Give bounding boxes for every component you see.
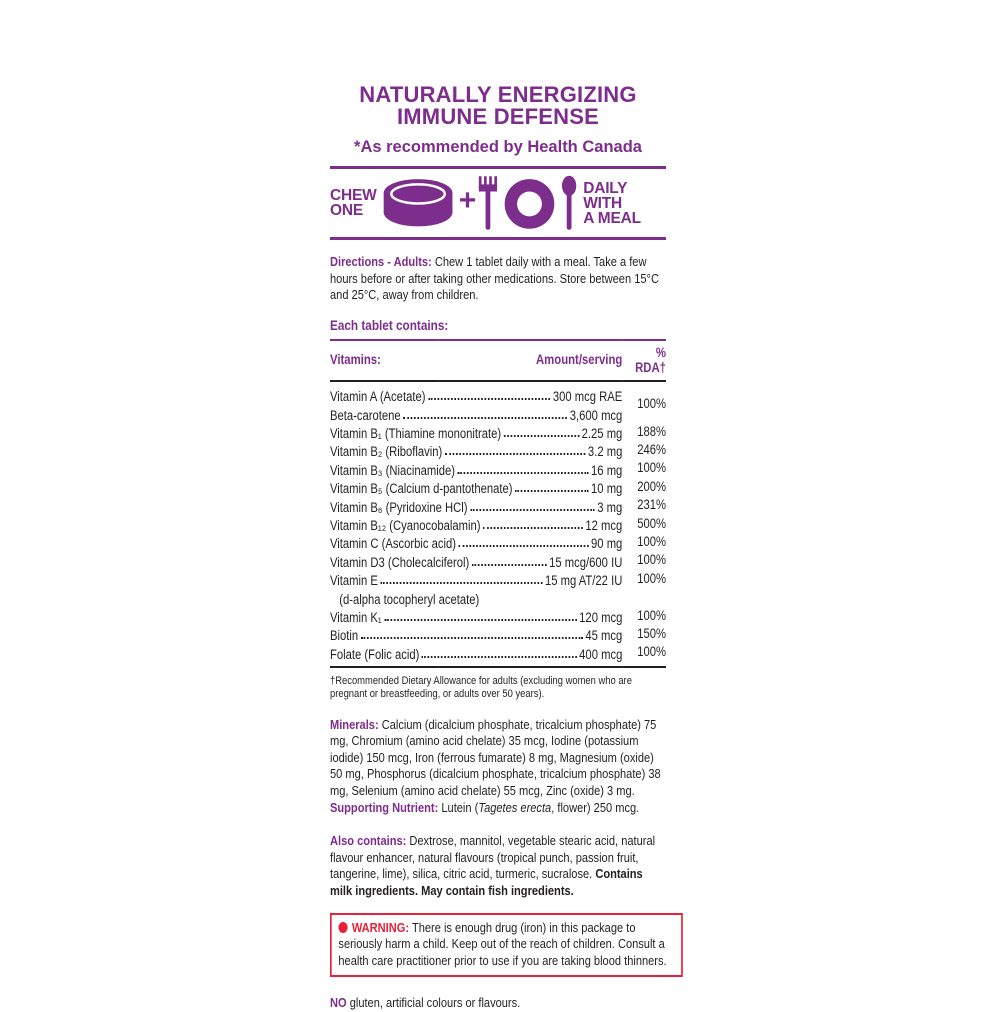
table-row	[330, 570, 666, 588]
table-row	[330, 423, 666, 441]
nutrient-rda: 100%	[637, 644, 666, 660]
dot-leader	[403, 417, 567, 419]
also-contains-paragraph	[330, 833, 666, 899]
nutrient-amount: 2.25 mg	[581, 425, 623, 441]
warning-label: WARNING:	[351, 919, 410, 935]
dot-leader	[445, 453, 586, 455]
supporting-nutrient-species: Tagetes erecta	[478, 799, 552, 815]
chewable-tablet-icon	[377, 176, 459, 230]
table-row	[330, 625, 666, 643]
plus-sign: +	[458, 184, 477, 217]
nutrient-amount: 12 mcg	[585, 517, 623, 533]
directions-paragraph	[330, 254, 666, 304]
nutrient-amount: 10 mg	[591, 481, 623, 497]
also-contains-text: Dextrose, mannitol, vegetable stearic acid, natural flavour enhancer, natural flavours (tropical punch, passion fruit, tangerine, lime), silica, citric acid, turmeric, sucralose.	[330, 833, 656, 882]
chew-one-label	[330, 188, 377, 218]
nutrient-rda: 100%	[637, 534, 666, 549]
nutrient-rda: 100%	[637, 607, 666, 623]
column-header-vitamins: Vitamins:	[330, 340, 438, 381]
nutrient-name: (d-alpha tocopheryl acetate)	[339, 591, 480, 607]
table-row	[330, 441, 666, 459]
no-claims-paragraph	[330, 995, 666, 1012]
table-row	[330, 588, 666, 606]
nutrient-name: Beta-carotene	[330, 407, 401, 423]
nutrient-name: Vitamin A (Acetate)	[330, 389, 426, 405]
nutrient-amount: 16 mg	[591, 462, 623, 478]
rda-footnote: †Recommended Dietary Allowance for adults (excluding women who are pregnant or breastfeeding, or adults over 50 years).	[330, 674, 632, 701]
dot-leader	[470, 509, 595, 511]
plate-fork-spoon-icon	[476, 174, 583, 232]
minerals-paragraph	[330, 717, 666, 800]
nutrient-rda: 150%	[637, 626, 666, 642]
vitamins-table-header	[330, 340, 666, 381]
nutrient-name: Folate (Folic acid)	[330, 646, 420, 662]
chew-one-label-line-2: ONE	[330, 202, 363, 219]
divider-bottom	[330, 237, 666, 240]
nutrient-rda: 246%	[637, 441, 666, 457]
dot-leader	[361, 637, 583, 639]
nutrient-rda: 100%	[637, 552, 666, 568]
dosage-strip	[330, 169, 666, 237]
dot-leader	[459, 545, 589, 547]
vitamins-table-container	[330, 339, 666, 668]
dot-leader	[422, 656, 577, 658]
table-row	[330, 478, 666, 496]
dot-leader	[428, 398, 550, 400]
nutrient-name: Vitamin B₆ (Pyridoxine HCl)	[330, 499, 468, 515]
daily-with-meal-label	[583, 181, 666, 226]
nutrient-name: Vitamin E	[330, 573, 378, 589]
table-row	[330, 496, 666, 514]
daily-with-meal-label-line-2: A MEAL	[583, 209, 641, 227]
dot-leader	[515, 490, 589, 492]
nutrient-rda: 100%	[637, 395, 666, 411]
daily-with-meal-label-line-1: DAILY WITH	[583, 179, 628, 212]
nutrient-name: Vitamin K₁	[330, 610, 382, 625]
allergen-statement: Contains milk ingredients. May contain fish ingredients.	[330, 866, 643, 898]
nutrient-name: Vitamin B₅ (Calcium d-pantothenate)	[330, 481, 513, 497]
nutrient-amount: 15 mg AT/22 IU	[545, 573, 623, 589]
warning-box	[330, 913, 683, 978]
nutrient-rda: 188%	[637, 423, 666, 439]
table-row	[330, 404, 666, 422]
supporting-nutrient-paragraph	[330, 800, 666, 817]
supporting-nutrient-text-after: , flower) 250 mcg.	[551, 799, 640, 815]
nutrient-amount: 15 mcg/600 IU	[549, 554, 623, 570]
product-title	[330, 84, 666, 128]
nutrient-rda: 100%	[637, 570, 666, 586]
nutrient-amount: 3 mg	[597, 499, 623, 515]
column-header-amount: Amount/serving	[438, 340, 622, 381]
warning-dot-icon	[338, 922, 347, 933]
nutrient-amount: 3.2 mg	[587, 444, 623, 460]
supporting-nutrient-text-before: Lutein (	[438, 799, 479, 815]
no-claims-label: NO	[330, 995, 347, 1011]
dot-leader	[472, 564, 547, 566]
column-header-rda: % RDA†	[622, 340, 666, 381]
warning-text: There is enough drug (iron) in this package to seriously harm a child. Keep out of the reach of children. Consult a health care practitioner prior to use if you are taking blood thinners.	[338, 919, 667, 968]
nutrient-amount: 300 mcg RAE	[552, 389, 623, 405]
directions-text: Chew 1 tablet daily with a meal. Take a few hours before or after taking other medications. Store between 15°C and 25°C, away from children.	[330, 254, 659, 303]
nutrient-rda: 200%	[637, 478, 666, 494]
nutrient-rda	[622, 588, 666, 606]
dot-leader	[458, 472, 589, 474]
nutrient-name: Vitamin C (Ascorbic acid)	[330, 536, 457, 552]
dot-leader	[380, 582, 542, 584]
table-row	[330, 515, 666, 533]
nutrient-rda: 231%	[637, 497, 666, 513]
nutrient-amount: 90 mg	[591, 536, 623, 552]
dot-leader	[384, 619, 576, 621]
health-canada-note: *As recommended by Health Canada	[354, 138, 642, 156]
nutrient-amount: 45 mcg	[585, 628, 623, 644]
nutrient-name: Vitamin B₁ (Thiamine mononitrate)	[330, 425, 502, 441]
vitamins-table	[330, 339, 666, 668]
table-row	[330, 643, 666, 666]
directions-label: Directions - Adults:	[330, 254, 432, 269]
table-row	[330, 533, 666, 551]
nutrient-amount: 120 mcg	[579, 610, 623, 625]
supporting-nutrient-label: Supporting Nutrient:	[330, 799, 439, 815]
table-row	[330, 381, 666, 404]
minerals-text: Calcium (dicalcium phosphate, tricalcium phosphate) 75 mg, Chromium (amino acid chelate) 35 mcg, Iodine (potassium iodide) 150 mcg, Iron (ferrous fumarate) 8 mg, Magnesium (oxide) 50 mg, Phosphorus (dicalcium phosphate, tricalcium phosphate) 38 mg, Selenium (amino acid chelate) 55 mcg, Zinc (oxide) 3 mg.	[330, 716, 661, 799]
nutrient-name: Vitamin B₁₂ (Cyanocobalamin)	[330, 517, 481, 533]
each-tablet-contains-heading: Each tablet contains:	[330, 316, 449, 333]
no-claims-text: gluten, artificial colours or flavours.	[346, 995, 521, 1011]
nutrient-name: Vitamin B₂ (Riboflavin)	[330, 444, 443, 460]
vitamins-table-body	[330, 381, 666, 667]
nutrient-rda: 100%	[637, 460, 666, 476]
nutrient-name: Vitamin D3 (Cholecalciferol)	[330, 554, 470, 570]
table-row	[330, 551, 666, 569]
nutrient-name: Vitamin B₃ (Niacinamide)	[330, 462, 456, 478]
table-row	[330, 607, 666, 625]
dot-leader	[483, 527, 583, 529]
product-title-line-2: IMMUNE DEFENSE	[396, 104, 600, 129]
supplement-label	[330, 84, 666, 1012]
also-contains-label: Also contains:	[330, 833, 407, 849]
dot-leader	[504, 435, 579, 437]
nutrient-amount: 3,600 mcg	[569, 407, 623, 423]
nutrient-amount: 400 mcg	[579, 646, 623, 662]
chew-one-label-line-1: CHEW	[330, 187, 377, 204]
nutrient-name: Biotin	[330, 628, 359, 644]
minerals-label: Minerals:	[330, 716, 379, 732]
table-row	[330, 459, 666, 477]
nutrient-rda: 500%	[637, 515, 666, 531]
product-title-line-1: NATURALLY ENERGIZING	[359, 82, 637, 107]
